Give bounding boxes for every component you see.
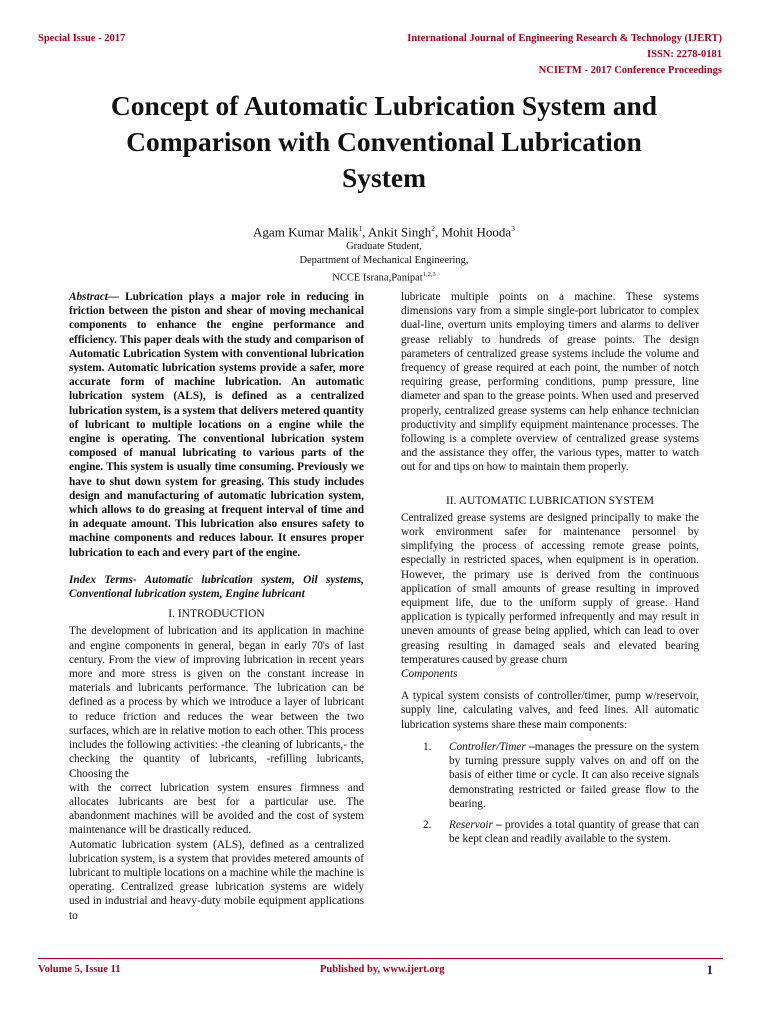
section-heading-als: II. AUTOMATIC LUBRICATION SYSTEM xyxy=(445,494,655,507)
section-heading-introduction: I. INTRODUCTION xyxy=(168,608,265,621)
author-department: Department of Mechanical Engineering, xyxy=(299,255,469,267)
author-name: Ankit Singh xyxy=(368,224,432,240)
paper-title xyxy=(40,88,728,196)
author-block xyxy=(40,220,728,286)
title-line: Concept of Automatic Lubrication System and xyxy=(110,90,658,121)
right-column xyxy=(401,290,699,853)
running-header-issue: Special Issue - 2017 xyxy=(38,33,126,44)
list-item: 2. Reservoir – provides a total quantity of grease that can be kept clean and readily available to the system. xyxy=(423,818,700,846)
journal-name: International Journal of Engineering Research & Technology (IJERT) xyxy=(407,33,722,44)
left-column xyxy=(69,290,364,923)
list-item: 1. Controller/Timer –manages the pressure on the system by turning pressure supply valves on and off on the basis of either time or cycle. It can also receive signals demonstrating restricted or failed grease flow to the bearing. xyxy=(423,740,699,810)
abstract-label: Abstract— xyxy=(69,291,120,303)
footer-volume: Volume 5, Issue 11 xyxy=(38,964,121,975)
intro-paragraph: with the correct lubrication system ensures firmness and allocates lubricants are best for a particular use. The abandonment machines will be avoided and the cost of system maintenance will be drastically reduced. xyxy=(69,781,364,837)
title-line: Comparison with Conventional Lubrication xyxy=(126,126,642,157)
page-number: 1 xyxy=(706,962,713,977)
components-heading: Components xyxy=(401,668,458,681)
intro-paragraph: Automatic lubrication system (ALS), defined as a centralized lubrication system, is a system that provides metered amounts of lubricant to multiple locations on a machine while the machine is operating. Centralized grease lubrication systems are widely used in industrial and heavy-duty mobile equipment applications to xyxy=(69,838,364,922)
components-list xyxy=(401,740,699,846)
abstract-text: Lubrication plays a major role in reducing in friction between the piston and shear of moving mechanical components to enhance the engine performance and efficiency. This paper deals with the study and comparison of Automatic Lubrication System with conventional lubrication system. Automatic lubrication systems provide a safer, more accurate form of machine lubrication. An automatic lubrication system (ALS), is defined as a centralized lubrication system, is a system that delivers metered quantity of lubricant to multiple locations on a engine while the engine is operating. The conventional lubrication system composed of manual lubricating to various parts of the engine. This system is usually time consuming. Previously we have to shut down system for greasing. This study includes design and manufacturing of automatic lubrication system, which allows to do greasing at frequent interval of time and in adequate amount. This lubrication also ensures safety to machine components and reduces labour. It ensures proper lubrication to each and every part of the engine. xyxy=(69,291,364,559)
journal-issn: ISSN: 2278-0181 xyxy=(647,49,722,60)
abstract xyxy=(69,290,364,560)
footer-publisher[interactable]: Published by, www.ijert.org xyxy=(320,964,445,975)
title-line: System xyxy=(341,162,427,193)
body-paragraph: lubricate multiple points on a machine. These systems dimensions vary from a simple single-port lubricator to complex dual-line, overturn units employing timers and alarms to deliver grease reliably to hundreds of grease points. The design parameters of centralized grease systems include the volume and frequency of grease required at each point, the number of notch requiring grease, performing conditions, pump pressure, line diameter and span to the grease points. When used and preserved properly, centralized grease systems can help enhance technician productivity and simplify equipment maintenance processes. The following is a complete overview of centralized grease systems and the assistance they offer, the various types, matter to watch out for and tips on how to maintain them properly. xyxy=(401,291,699,474)
footer-divider xyxy=(38,958,723,959)
body-paragraph: A typical system consists of controller/timer, pump w/reservoir, supply line, calculating valves, and feed lines. All automatic lubrication systems share these main components: xyxy=(401,690,699,731)
author-name: Agam Kumar Malik xyxy=(253,224,359,240)
author-name: Mohit Hooda xyxy=(441,224,512,240)
list-item-term: Reservoir xyxy=(449,818,493,831)
index-terms: Index Terms- Automatic lubrication system, Oil systems, Conventional lubrication system, Engine lubricant xyxy=(69,573,364,601)
conference-proceedings: NCIETM - 2017 Conference Proceedings xyxy=(538,65,722,76)
running-header-journal xyxy=(407,31,722,79)
author-names: Agam Kumar Malik$^1$, Ankit Singh$^2$, Mohit Hooda$^3$ xyxy=(253,224,515,240)
author-role: Graduate Student, xyxy=(346,241,422,253)
author-institution: NCCE Israna,Panipat$^{1,2,3}$ xyxy=(332,271,436,284)
body-paragraph: Centralized grease systems are designed principally to make the work environment safer for maintenance personnel by simplifying the process of accessing remote grease points, especially in restricted spaces, when equipment is in operation. However, the primary use is derived from the continuous application of small amounts of grease resulting in improved equipment life, due to the uniform supply of grease. Hand application is typically performed infrequently and may result in uneven amounts of grease being applied, which can lead to over greasing resulting in damaged seals and elevated bearing temperatures caused by grease churn xyxy=(401,511,699,666)
intro-paragraph: The development of lubrication and its application in machine and engine components in general, began in early 70's of last century. From the view of improving lubrication in recent years more and more stress is given on the constant increase in materials and lubricants performance. The lubrication can be defined as a process by which we introduce a layer of lubricant to reduce friction and reduces the wear between the two surfaces, which are in relative motion to each other. This process includes the following activities: -the cleaning of lubricants,- the checking the quantity of lubricants, -refilling lubricants, Choosing the xyxy=(69,625,364,780)
list-item-term: Controller/Timer xyxy=(449,740,526,753)
